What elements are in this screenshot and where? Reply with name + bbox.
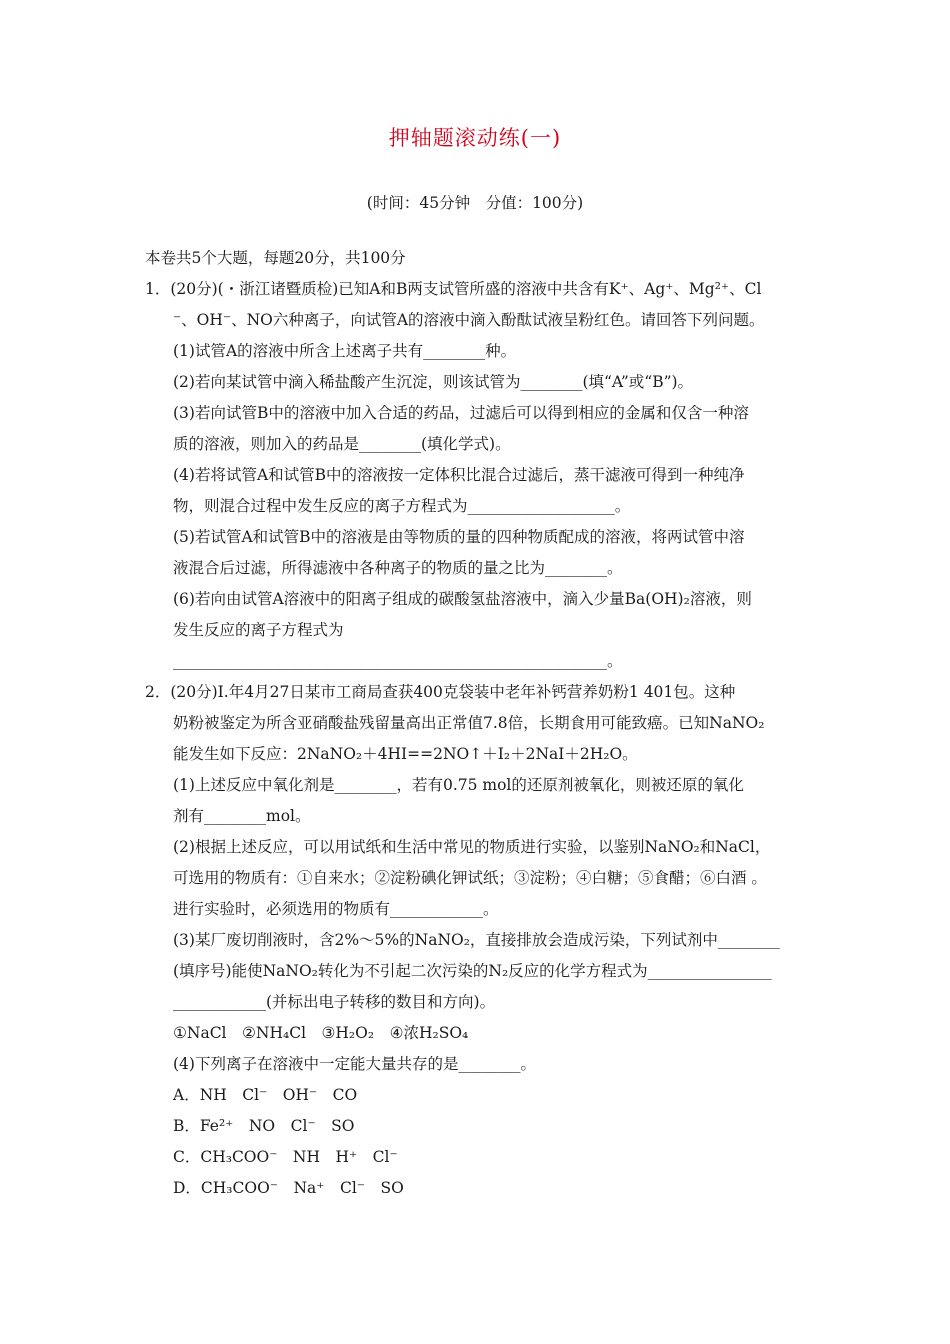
q2-part3-line2: (填序号)能使NaNO₂转化为不引起二次污染的N₂反应的化学方程式为________________ <box>173 962 772 980</box>
q2-part3-line1: (3)某厂废切削液时，含2%～5%的NaNO₂，直接排放会造成污染，下列试剂中________ <box>173 931 780 949</box>
q2-part3-line3: ____________(并标出电子转移的数目和方向)。 <box>173 993 496 1011</box>
document-title: 押轴题滚动练(一) <box>388 126 562 150</box>
q2-stem-line1: 2．(20分)Ⅰ.年4月27日某市工商局查获400克袋装中老年补钙营养奶粉1 401包。这种 <box>145 683 736 701</box>
q2-option-d: D．CH₃COO⁻ Na⁺ Cl⁻ SO <box>173 1179 404 1197</box>
q2-part2-line1: (2)根据上述反应，可以用试纸和生活中常见的物质进行实验，以鉴别NaNO₂和NaCl， <box>173 838 771 856</box>
q1-part3-line1: (3)若向试管B中的溶液中加入合适的药品，过滤后可以得到相应的金属和仅含一种溶 <box>173 404 749 422</box>
q1-part3-line2: 质的溶液，则加入的药品是________(填化学式)。 <box>173 435 511 453</box>
q2-part1-line1: (1)上述反应中氧化剂是________，若有0.75 mol的还原剂被氧化，则被还原的氧化 <box>173 776 744 794</box>
q2-option-b: B．Fe²⁺ NO Cl⁻ SO <box>173 1117 355 1135</box>
exam-meta: (时间：45分钟 分值：100分) <box>366 194 584 212</box>
q2-option-c: C．CH₃COO⁻ NH H⁺ Cl⁻ <box>173 1148 398 1166</box>
q1-part5-line1: (5)若试管A和试管B中的溶液是由等物质的量的四种物质配成的溶液，将两试管中溶 <box>173 528 745 546</box>
q2-part3-reagents: ①NaCl ②NH₄Cl ③H₂O₂ ④浓H₂SO₄ <box>173 1024 469 1042</box>
q2-option-a: A．NH Cl⁻ OH⁻ CO <box>173 1086 358 1104</box>
q2-part2-line2: 可选用的物质有：①自来水；②淀粉碘化钾试纸；③淀粉；④白糖；⑤食醋；⑥白酒 。 <box>173 869 767 887</box>
q2-part4: (4)下列离子在溶液中一定能大量共存的是________。 <box>173 1055 536 1073</box>
q2-part2-line3: 进行实验时，必须选用的物质有____________。 <box>173 900 499 918</box>
q1-stem-line2: ⁻、OH⁻、NO六种离子，向试管A的溶液中滴入酚酞试液呈粉红色。请回答下列问题。 <box>173 311 765 329</box>
q1-part4-line1: (4)若将试管A和试管B中的溶液按一定体积比混合过滤后，蒸干滤液可得到一种纯净 <box>173 466 745 484</box>
q2-stem-line2: 奶粉被鉴定为所含亚硝酸盐残留量高出正常值7.8倍，长期食用可能致癌。已知NaNO₂ <box>173 714 765 732</box>
q2-stem-line3: 能发生如下反应：2NaNO₂＋4HI==2NO↑＋I₂＋2NaI＋2H₂O。 <box>173 745 638 763</box>
exam-intro: 本卷共5个大题，每题20分，共100分 <box>145 249 406 267</box>
q1-part1: (1)试管A的溶液中所含上述离子共有________种。 <box>173 342 517 360</box>
q1-part6-line1: (6)若向由试管A溶液中的阳离子组成的碳酸氢盐溶液中，滴入少量Ba(OH)₂溶液，则 <box>173 590 752 608</box>
q1-part5-line2: 液混合后过滤，所得滤液中各种离子的物质的量之比为________。 <box>173 559 623 577</box>
q1-stem-line1: 1．(20分)(・浙江诸暨质检)已知A和B两支试管所盛的溶液中共含有K⁺、Ag⁺、Mg²⁺、Cl <box>145 280 762 298</box>
q1-part6-answer-line: ________________________________________________________。 <box>173 652 623 670</box>
q1-part6-line2: 发生反应的离子方程式为 <box>173 621 344 639</box>
q2-part1-line2: 剂有________mol。 <box>173 807 311 825</box>
q1-part4-line2: 物，则混合过程中发生反应的离子方程式为___________________。 <box>173 497 631 515</box>
q1-part2: (2)若向某试管中滴入稀盐酸产生沉淀，则该试管为________(填“A”或“B”)。 <box>173 373 694 391</box>
